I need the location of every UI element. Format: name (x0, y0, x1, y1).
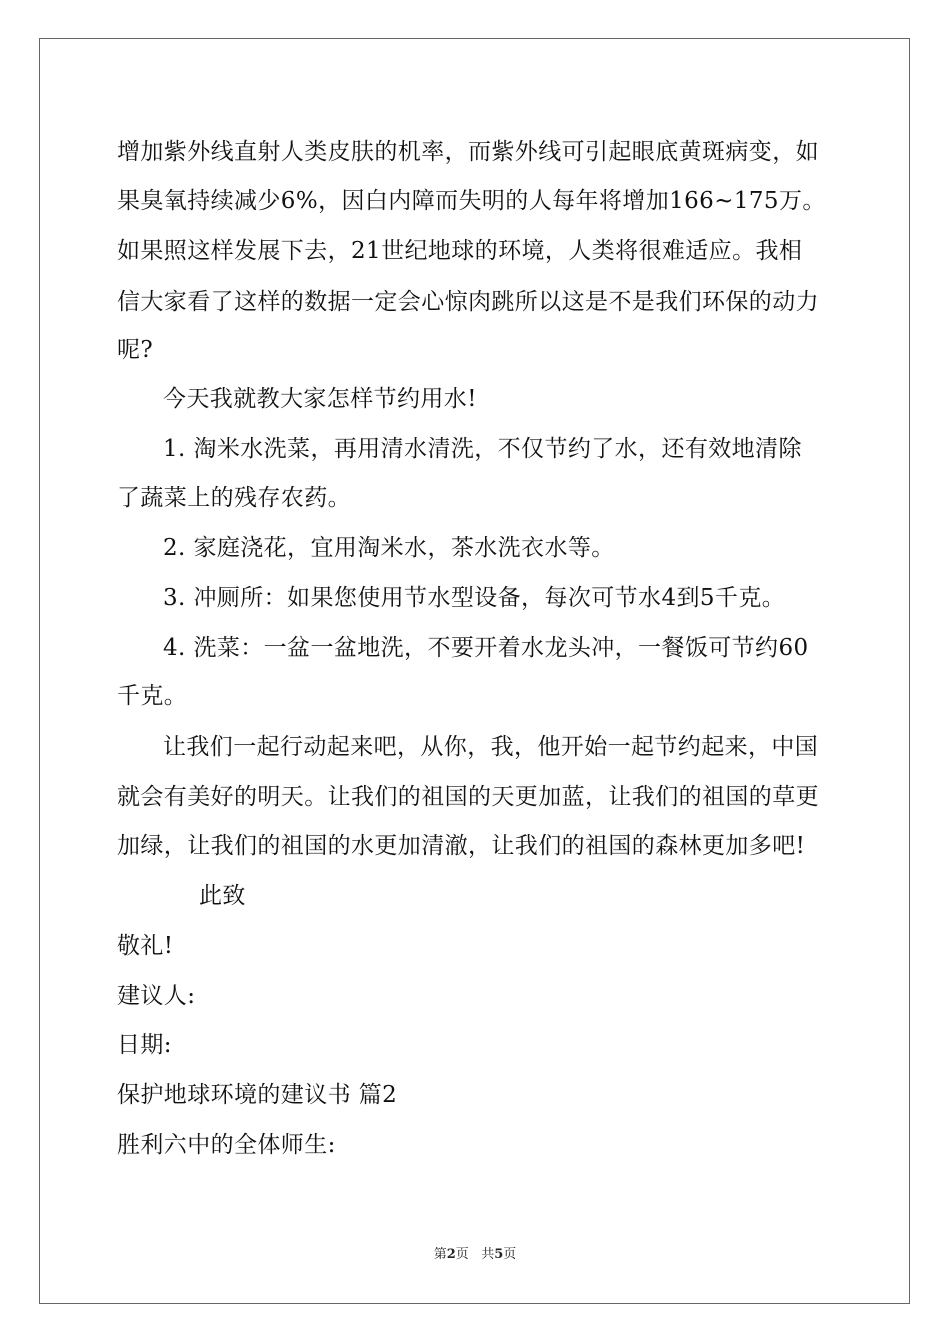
proposer-line: 建议人: (117, 983, 196, 1009)
tip-4-line: 4. 洗菜：一盆一盆地洗，不要开着水龙头冲，一餐饭可节约60 (163, 635, 809, 661)
footer-suffix: 页 (503, 1247, 517, 1262)
tip-2-line: 2. 家庭浇花，宜用淘米水，茶水洗衣水等。 (163, 535, 615, 561)
closing-line: 加绿，让我们的祖国的水更加清澈，让我们的祖国的森林更加多吧! (117, 833, 806, 859)
paragraph-line: 呢? (117, 337, 154, 363)
tip-1-line: 1. 淘米水洗菜，再用清水清洗，不仅节约了水，还有效地清除 (163, 436, 802, 462)
jingli-line: 敬礼! (117, 933, 174, 959)
footer-prefix: 第 (433, 1247, 447, 1262)
section-heading: 保护地球环境的建议书 篇2 (117, 1082, 398, 1108)
tip-1-line: 了蔬菜上的残存农药。 (117, 485, 351, 511)
paragraph-line: 如果照这样发展下去，21世纪地球的环境，人类将很难适应。我相 (117, 238, 803, 264)
date-line: 日期: (117, 1032, 172, 1058)
paragraph-line: 信大家看了这样的数据一定会心惊肉跳所以这是不是我们环保的动力 (117, 289, 819, 315)
cizhi-line: 此致 (199, 883, 246, 909)
closing-line: 就会有美好的明天。让我们的祖国的天更加蓝，让我们的祖国的草更 (117, 784, 819, 810)
paragraph-line: 增加紫外线直射人类皮肤的机率，而紫外线可引起眼底黄斑病变，如 (117, 139, 819, 165)
salutation-line: 胜利六中的全体师生: (117, 1132, 336, 1158)
footer-mid: 页 共 (455, 1247, 495, 1262)
page-footer (0, 1247, 950, 1263)
intro-line: 今天我就教大家怎样节约用水! (163, 386, 477, 412)
page-frame (39, 38, 910, 1304)
total-page-number: 5 (494, 1247, 504, 1262)
tip-4-line: 千克。 (117, 683, 188, 709)
current-page-number: 2 (446, 1247, 456, 1262)
tip-3-line: 3. 冲厕所：如果您使用节水型设备，每次可节水4到5千克。 (163, 585, 786, 611)
closing-line: 让我们一起行动起来吧，从你，我，他开始一起节约起来，中国 (163, 734, 819, 760)
paragraph-line: 果臭氧持续减少6%，因白内障而失明的人每年将增加166~175万。 (117, 188, 826, 214)
